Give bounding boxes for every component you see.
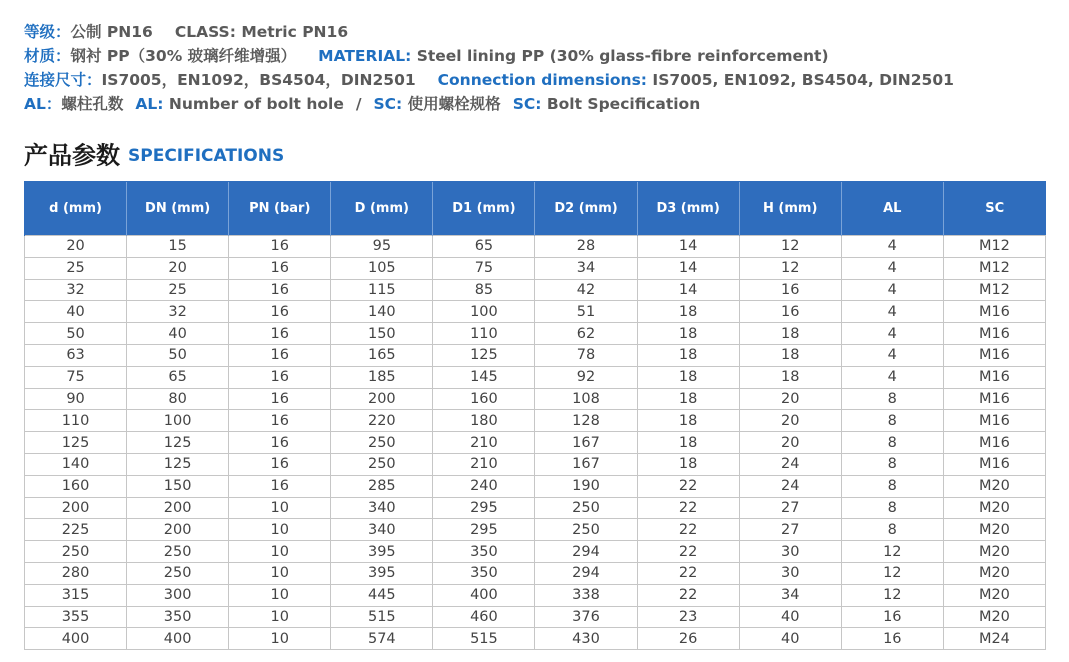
- table-cell: 167: [535, 432, 637, 454]
- table-cell: 32: [25, 279, 127, 301]
- table-row: [25, 323, 1046, 345]
- table-cell: 18: [637, 432, 739, 454]
- table-cell: 16: [229, 279, 331, 301]
- table-cell: 10: [229, 606, 331, 628]
- table-cell: 10: [229, 541, 331, 563]
- table-row: [25, 279, 1046, 301]
- sc-en-label: SC:: [512, 95, 542, 113]
- al-cn-value: 螺柱孔数: [61, 95, 124, 113]
- class-en-label: CLASS:: [174, 23, 236, 41]
- table-cell: 395: [331, 541, 433, 563]
- table-cell: 250: [25, 541, 127, 563]
- table-cell: 16: [229, 410, 331, 432]
- table-cell: 16: [229, 432, 331, 454]
- table-cell: 27: [739, 519, 841, 541]
- table-cell: 22: [637, 475, 739, 497]
- table-cell: 22: [637, 562, 739, 584]
- class-line: [24, 20, 1054, 44]
- al-en-value: Number of bolt hole: [168, 95, 344, 113]
- table-cell: 300: [127, 584, 229, 606]
- table-row: [25, 344, 1046, 366]
- table-cell: 200: [127, 497, 229, 519]
- table-row: [25, 497, 1046, 519]
- table-cell: 190: [535, 475, 637, 497]
- table-cell: M12: [943, 236, 1045, 258]
- table-cell: 250: [127, 541, 229, 563]
- column-header: AL: [841, 182, 943, 236]
- table-cell: 20: [25, 236, 127, 258]
- table-row: [25, 562, 1046, 584]
- table-cell: 16: [229, 236, 331, 258]
- table-cell: 40: [739, 606, 841, 628]
- table-row: [25, 236, 1046, 258]
- table-cell: 350: [127, 606, 229, 628]
- table-cell: M16: [943, 323, 1045, 345]
- table-cell: 34: [739, 584, 841, 606]
- table-cell: 40: [739, 628, 841, 650]
- table-cell: 34: [535, 257, 637, 279]
- table-cell: 10: [229, 519, 331, 541]
- table-cell: 18: [637, 388, 739, 410]
- table-cell: 23: [637, 606, 739, 628]
- table-cell: 200: [127, 519, 229, 541]
- table-cell: 105: [331, 257, 433, 279]
- table-cell: 22: [637, 519, 739, 541]
- table-cell: 250: [535, 497, 637, 519]
- table-cell: 18: [637, 301, 739, 323]
- material-cn-label: 材质：: [24, 47, 71, 65]
- table-cell: 4: [841, 257, 943, 279]
- table-cell: 200: [331, 388, 433, 410]
- table-cell: 280: [25, 562, 127, 584]
- table-cell: 85: [433, 279, 535, 301]
- table-cell: 12: [841, 541, 943, 563]
- table-cell: 63: [25, 344, 127, 366]
- table-cell: M16: [943, 366, 1045, 388]
- table-cell: 340: [331, 519, 433, 541]
- table-cell: 30: [739, 541, 841, 563]
- column-header: D2 (mm): [535, 182, 637, 236]
- table-cell: 16: [739, 279, 841, 301]
- table-cell: 14: [637, 257, 739, 279]
- table-cell: 16: [739, 301, 841, 323]
- table-row: [25, 475, 1046, 497]
- table-cell: 285: [331, 475, 433, 497]
- table-cell: 10: [229, 497, 331, 519]
- table-cell: 18: [739, 366, 841, 388]
- header-row: [25, 182, 1046, 236]
- class-cn-value: 公制 PN16: [70, 23, 153, 41]
- table-cell: 16: [229, 301, 331, 323]
- table-cell: 125: [433, 344, 535, 366]
- column-header: H (mm): [739, 182, 841, 236]
- table-cell: M20: [943, 497, 1045, 519]
- column-header: d (mm): [25, 182, 127, 236]
- heading-en: SPECIFICATIONS: [128, 145, 285, 166]
- table-cell: 16: [229, 453, 331, 475]
- table-cell: 8: [841, 475, 943, 497]
- table-cell: 16: [841, 628, 943, 650]
- table-row: [25, 541, 1046, 563]
- al-en-label: AL:: [135, 95, 164, 113]
- separator: /: [355, 95, 362, 113]
- table-cell: 18: [637, 453, 739, 475]
- material-en-label: MATERIAL:: [318, 47, 412, 65]
- table-cell: M16: [943, 301, 1045, 323]
- table-cell: 355: [25, 606, 127, 628]
- table-row: [25, 410, 1046, 432]
- table-cell: 20: [739, 410, 841, 432]
- table-cell: 225: [25, 519, 127, 541]
- table-cell: 16: [229, 475, 331, 497]
- table-cell: 25: [127, 279, 229, 301]
- connection-cn-label: 连接尺寸：: [24, 71, 102, 89]
- table-cell: 16: [841, 606, 943, 628]
- table-cell: M20: [943, 519, 1045, 541]
- section-heading: [24, 138, 284, 172]
- table-cell: 108: [535, 388, 637, 410]
- column-header: DN (mm): [127, 182, 229, 236]
- table-cell: 100: [433, 301, 535, 323]
- table-cell: 294: [535, 541, 637, 563]
- table-cell: 110: [433, 323, 535, 345]
- table-cell: 515: [433, 628, 535, 650]
- table-cell: 18: [739, 323, 841, 345]
- material-en-value: Steel lining PP (30% glass-fibre reinforcement): [416, 47, 829, 65]
- table-cell: 350: [433, 541, 535, 563]
- table-cell: 395: [331, 562, 433, 584]
- table-cell: 8: [841, 410, 943, 432]
- class-en-value: Metric PN16: [241, 23, 349, 41]
- table-cell: 27: [739, 497, 841, 519]
- table-cell: 18: [637, 323, 739, 345]
- table-body: [25, 236, 1046, 650]
- column-header: D1 (mm): [433, 182, 535, 236]
- table-row: [25, 606, 1046, 628]
- table-row: [25, 432, 1046, 454]
- table-cell: 12: [841, 562, 943, 584]
- table-cell: 295: [433, 497, 535, 519]
- table-cell: 376: [535, 606, 637, 628]
- table-cell: 8: [841, 453, 943, 475]
- table-cell: 24: [739, 453, 841, 475]
- table-cell: 115: [331, 279, 433, 301]
- table-cell: 8: [841, 497, 943, 519]
- table-cell: 65: [433, 236, 535, 258]
- table-cell: 4: [841, 366, 943, 388]
- table-cell: 65: [127, 366, 229, 388]
- table-cell: M20: [943, 475, 1045, 497]
- table-row: [25, 301, 1046, 323]
- material-line: [24, 44, 1054, 68]
- table-cell: 338: [535, 584, 637, 606]
- table-cell: 315: [25, 584, 127, 606]
- table-cell: M16: [943, 453, 1045, 475]
- table-cell: 22: [637, 497, 739, 519]
- table-cell: 8: [841, 432, 943, 454]
- table-cell: 10: [229, 562, 331, 584]
- table-cell: 50: [25, 323, 127, 345]
- table-cell: 100: [127, 410, 229, 432]
- connection-en-value: IS7005, EN1092, BS4504, DIN2501: [652, 71, 954, 89]
- table-cell: 18: [739, 344, 841, 366]
- table-cell: 12: [739, 236, 841, 258]
- table-cell: 22: [637, 584, 739, 606]
- table-header: [25, 182, 1046, 236]
- table-cell: 75: [25, 366, 127, 388]
- table-cell: M20: [943, 606, 1045, 628]
- table-cell: 210: [433, 432, 535, 454]
- column-header: PN (bar): [229, 182, 331, 236]
- table-cell: 167: [535, 453, 637, 475]
- table-cell: 4: [841, 344, 943, 366]
- table-cell: 92: [535, 366, 637, 388]
- table-cell: 400: [127, 628, 229, 650]
- table-cell: 140: [331, 301, 433, 323]
- table-cell: 160: [433, 388, 535, 410]
- table-cell: 32: [127, 301, 229, 323]
- al-cn-label: AL：: [24, 95, 62, 113]
- table-cell: M12: [943, 257, 1045, 279]
- table-cell: 160: [25, 475, 127, 497]
- table-cell: 294: [535, 562, 637, 584]
- table-cell: 78: [535, 344, 637, 366]
- table-cell: 20: [739, 388, 841, 410]
- table-cell: 140: [25, 453, 127, 475]
- table-cell: 16: [229, 366, 331, 388]
- table-cell: 250: [127, 562, 229, 584]
- table-cell: 12: [739, 257, 841, 279]
- table-cell: 95: [331, 236, 433, 258]
- table-cell: 200: [25, 497, 127, 519]
- table-cell: 22: [637, 541, 739, 563]
- class-cn-label: 等级：: [24, 23, 71, 41]
- table-cell: M20: [943, 562, 1045, 584]
- table-cell: 240: [433, 475, 535, 497]
- table-cell: 18: [637, 410, 739, 432]
- table-cell: 25: [25, 257, 127, 279]
- legend-line: [24, 92, 1054, 116]
- table-cell: 16: [229, 257, 331, 279]
- table-cell: 4: [841, 323, 943, 345]
- table-cell: 350: [433, 562, 535, 584]
- table-cell: 24: [739, 475, 841, 497]
- table-cell: 220: [331, 410, 433, 432]
- table-cell: 10: [229, 628, 331, 650]
- table-cell: 20: [739, 432, 841, 454]
- table-cell: M16: [943, 344, 1045, 366]
- table-cell: 185: [331, 366, 433, 388]
- table-cell: 145: [433, 366, 535, 388]
- table-cell: 125: [127, 453, 229, 475]
- connection-line: [24, 68, 1054, 92]
- table-cell: 42: [535, 279, 637, 301]
- table-cell: 250: [535, 519, 637, 541]
- table-cell: 340: [331, 497, 433, 519]
- table-cell: 18: [637, 366, 739, 388]
- material-cn-value: 钢衬 PP（30% 玻璃纤维增强）: [70, 47, 297, 65]
- table-cell: M16: [943, 388, 1045, 410]
- table-cell: 400: [25, 628, 127, 650]
- table-row: [25, 388, 1046, 410]
- table-cell: 50: [127, 344, 229, 366]
- table-cell: 16: [229, 388, 331, 410]
- table-cell: 12: [841, 584, 943, 606]
- table-cell: 40: [127, 323, 229, 345]
- specifications-table: [24, 181, 1046, 650]
- column-header: D (mm): [331, 182, 433, 236]
- table-row: [25, 584, 1046, 606]
- table-cell: 125: [25, 432, 127, 454]
- column-header: D3 (mm): [637, 182, 739, 236]
- table-cell: 16: [229, 344, 331, 366]
- table-cell: 16: [229, 323, 331, 345]
- connection-en-label: Connection dimensions:: [437, 71, 648, 89]
- table-cell: 250: [331, 432, 433, 454]
- table-cell: M20: [943, 584, 1045, 606]
- table-cell: 80: [127, 388, 229, 410]
- table-cell: 4: [841, 236, 943, 258]
- table-row: [25, 519, 1046, 541]
- table-cell: 445: [331, 584, 433, 606]
- table-cell: 62: [535, 323, 637, 345]
- table-cell: 250: [331, 453, 433, 475]
- table-row: [25, 366, 1046, 388]
- table-cell: M16: [943, 432, 1045, 454]
- table-cell: 210: [433, 453, 535, 475]
- table-row: [25, 628, 1046, 650]
- table-cell: 295: [433, 519, 535, 541]
- table-cell: 125: [127, 432, 229, 454]
- table-cell: 165: [331, 344, 433, 366]
- sc-cn-value: 使用螺栓规格: [407, 95, 501, 113]
- table-cell: 26: [637, 628, 739, 650]
- table-cell: 20: [127, 257, 229, 279]
- table-cell: 14: [637, 279, 739, 301]
- table-cell: 8: [841, 519, 943, 541]
- table-cell: 400: [433, 584, 535, 606]
- table-cell: 128: [535, 410, 637, 432]
- table-cell: M12: [943, 279, 1045, 301]
- table-cell: 51: [535, 301, 637, 323]
- table-cell: 110: [25, 410, 127, 432]
- table-cell: M16: [943, 410, 1045, 432]
- sc-en-value: Bolt Specification: [546, 95, 701, 113]
- table-cell: 4: [841, 301, 943, 323]
- table-cell: M20: [943, 541, 1045, 563]
- table-cell: 15: [127, 236, 229, 258]
- connection-cn-value: IS7005，EN1092，BS4504，DIN2501: [101, 71, 416, 89]
- table-cell: 8: [841, 388, 943, 410]
- table-cell: 30: [739, 562, 841, 584]
- table-cell: 18: [637, 344, 739, 366]
- table-cell: 10: [229, 584, 331, 606]
- table-cell: M24: [943, 628, 1045, 650]
- table-row: [25, 257, 1046, 279]
- table-cell: 574: [331, 628, 433, 650]
- product-info: [24, 20, 1054, 116]
- table-cell: 430: [535, 628, 637, 650]
- table-cell: 90: [25, 388, 127, 410]
- table-cell: 14: [637, 236, 739, 258]
- table-cell: 460: [433, 606, 535, 628]
- table-cell: 150: [331, 323, 433, 345]
- table-cell: 150: [127, 475, 229, 497]
- table-row: [25, 453, 1046, 475]
- column-header: SC: [943, 182, 1045, 236]
- heading-cn: 产品参数: [24, 141, 120, 170]
- table-cell: 4: [841, 279, 943, 301]
- sc-cn-label: SC:: [373, 95, 403, 113]
- table-cell: 75: [433, 257, 535, 279]
- table-cell: 28: [535, 236, 637, 258]
- table-cell: 515: [331, 606, 433, 628]
- table-cell: 180: [433, 410, 535, 432]
- table-cell: 40: [25, 301, 127, 323]
